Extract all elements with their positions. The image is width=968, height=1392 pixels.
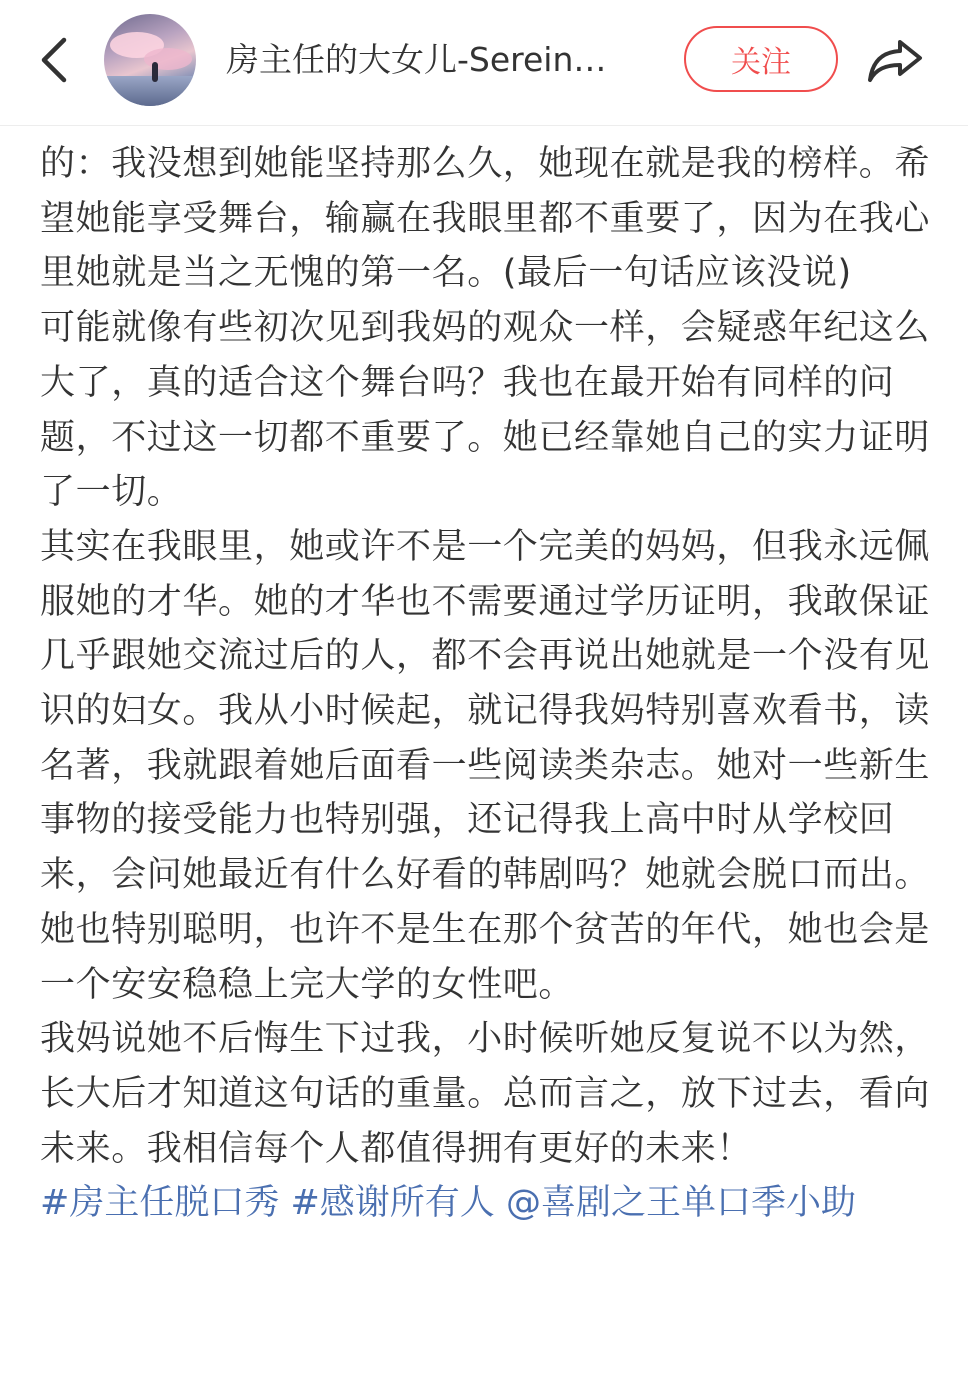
- post-paragraph: 的：我没想到她能坚持那么久，她现在就是我的榜样。希望她能享受舞台，输赢在我眼里都不重要了，因为在我心里她就是当之无愧的第一名。(最后一句话应该没说): [40, 144, 931, 294]
- follow-button-label: 关注: [731, 45, 791, 80]
- username[interactable]: 房主任的大女儿-Serein…: [226, 40, 607, 79]
- post-paragraph: 我妈说她不后悔生下过我，小时候听她反复说不以为然，长大后才知道这句话的重量。总而言之，放下过去，看向未来。我相信每个人都值得拥有更好的未来！: [40, 1019, 931, 1169]
- avatar-figure: [152, 62, 158, 82]
- mention-link[interactable]: @喜剧之王单口季小助: [505, 1183, 856, 1224]
- post-paragraph: 可能就像有些初次见到我妈的观众一样，会疑惑年纪这么大了，真的适合这个舞台吗？我也在最开始有同样的问题，不过这一切都不重要了。她已经靠她自己的实力证明了一切。: [40, 308, 931, 513]
- avatar-ground: [104, 76, 196, 106]
- share-arrow-icon: [866, 36, 924, 84]
- avatar[interactable]: [104, 14, 196, 106]
- post-body: [40, 137, 940, 1231]
- hashtag-link[interactable]: #感谢所有人: [290, 1183, 495, 1224]
- post-tags: [40, 1176, 940, 1231]
- post-paragraph: 其实在我眼里，她或许不是一个完美的妈妈，但我永远佩服她的才华。她的才华也不需要通过学历证明，我敢保证几乎跟她交流过后的人，都不会再说出她就是一个没有见识的妇女。我从小时候起，就记得我妈特别喜欢看书，读名著，我就跟着她后面看一些阅读类杂志。她对一些新生事物的接受能力也特别强，还记得我上高中时从学校回来，会问她最近有什么好看的韩剧吗？她就会脱口而出。她也特别聪明，也许不是生在那个贫苦的年代，她也会是一个安安稳稳上完大学的女性吧。: [40, 526, 931, 1005]
- chevron-left-icon: [40, 36, 68, 84]
- share-button[interactable]: [862, 30, 928, 90]
- back-button[interactable]: [28, 30, 80, 90]
- follow-button[interactable]: [684, 26, 838, 92]
- top-navigation-bar: [0, 0, 968, 126]
- hashtag-link[interactable]: #房主任脱口秀: [40, 1183, 280, 1224]
